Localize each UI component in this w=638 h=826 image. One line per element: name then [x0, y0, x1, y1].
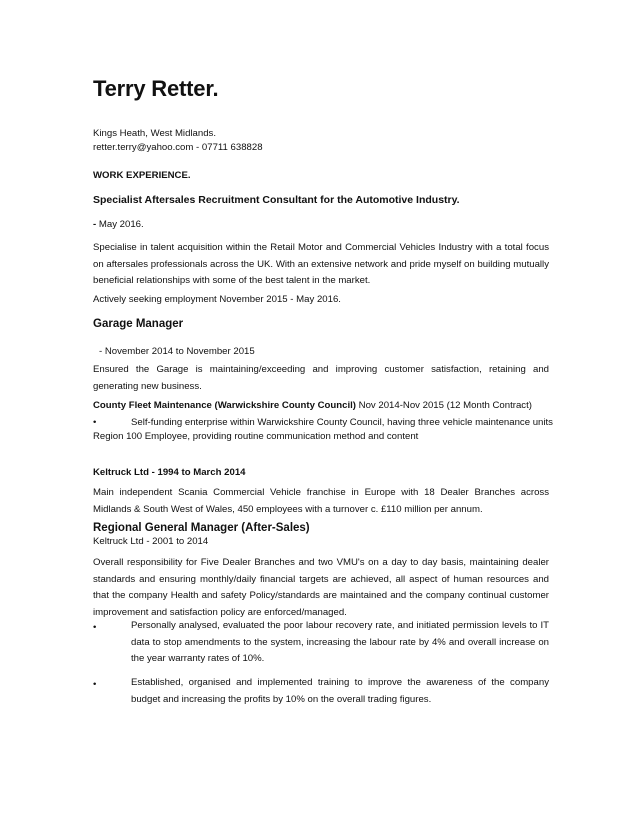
contact-email-phone: retter.terry@yahoo.com - 07711 638828 — [93, 142, 263, 153]
job-title-recruitment: Specialist Aftersales Recruitment Consultant for the Automotive Industry. — [93, 194, 460, 206]
job-title-garage-manager: Garage Manager — [93, 318, 184, 330]
regional-gm-bullet-1: Personally analysed, evaluated the poor labour recovery rate, and initiated permission levels to IT data to stop amendments to the system, increasing the labour rate by 4% and overall increase on the year warranty rates of 10%. — [131, 620, 549, 664]
keltruck-description: Main independent Scania Commercial Vehicle franchise in Europe with 18 Dealer Branches across Midlands & South West of Wales, 450 employees with a turnover c. £110 million per annum. — [93, 487, 549, 515]
job-description-recruitment: Specialise in talent acquisition within the Retail Motor and Commercial Vehicles Industry with a total focus on aftersales professionals across the UK. With an extensive network and pride myself on building mutually beneficial relationships with some of the best talent in the market. — [93, 242, 549, 286]
job-subtitle-regional-gm: Keltruck Ltd - 2001 to 2014 — [93, 536, 209, 547]
work-experience-heading: WORK EXPERIENCE. — [93, 170, 191, 181]
contact-location: Kings Heath, West Midlands. — [93, 128, 216, 139]
job-date-recruitment — [93, 219, 144, 231]
regional-gm-bullet-2: Established, organised and implemented training to improve the awareness of the company budget and increasing the profits by 10% on the overall trading figures. — [131, 677, 549, 705]
candidate-name: Terry Retter. — [93, 76, 219, 101]
job-description-garage: Ensured the Garage is maintaining/exceeding and improving customer satisfaction, retaining and generating new business. — [93, 364, 549, 392]
job-title-regional-gm: Regional General Manager (After-Sales) — [93, 522, 310, 534]
date-dash: - — [93, 219, 97, 230]
company-date: Nov 2014-Nov 2015 (12 Month Contract) — [355, 400, 532, 411]
keltruck-heading: Keltruck Ltd - 1994 to March 2014 — [93, 467, 246, 478]
bullet-symbol-2: • — [93, 679, 97, 690]
job-date-garage: - November 2014 to November 2015 — [99, 346, 255, 357]
bullet-symbol-1: • — [93, 622, 97, 633]
job-company-county-fleet — [93, 400, 532, 412]
job-note-seeking: Actively seeking employment November 2015 - May 2016. — [93, 294, 341, 305]
bullet-county-fleet: • — [93, 417, 97, 428]
county-fleet-line2: Region 100 Employee, providing routine communication method and content — [93, 431, 419, 442]
company-name: County Fleet Maintenance (Warwickshire County Council) — [93, 400, 356, 411]
county-fleet-line1: Self-funding enterprise within Warwickshire County Council, having three vehicle maintenance units — [131, 417, 553, 428]
date-text: May 2016. — [96, 219, 144, 230]
regional-gm-description: Overall responsibility for Five Dealer Branches and two VMU's on a day to day basis, maintaining dealer standards and ensuring monthly/daily financial targets are achieved, all aspect of human resources and that the company Health and safety Policy/standards are maintained and the company continual customer improvement and satisfaction policy are enforced/managed. — [93, 557, 549, 618]
